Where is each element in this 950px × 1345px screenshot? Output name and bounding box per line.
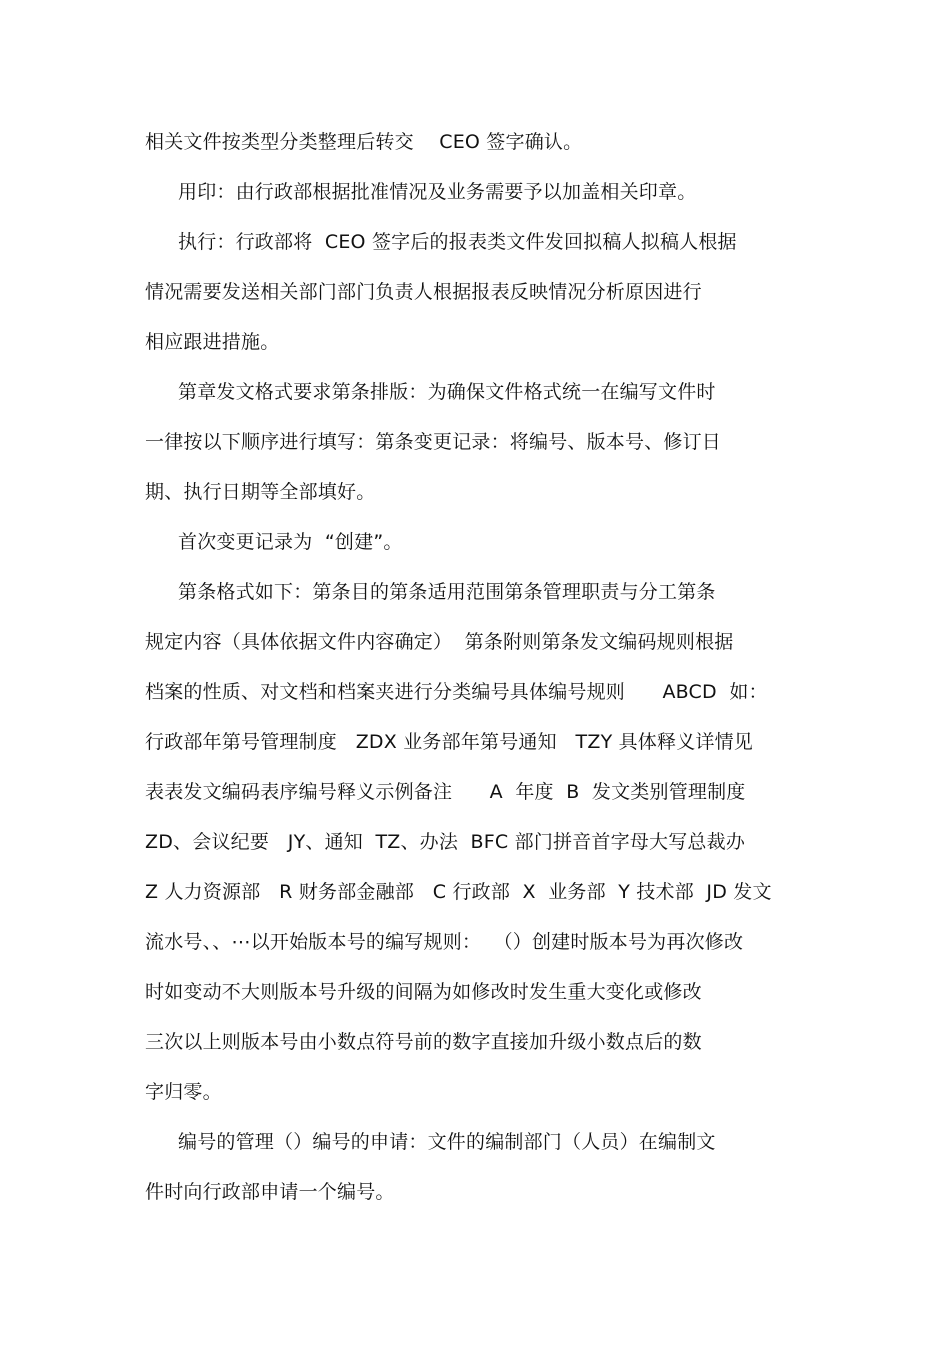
text-line: 规定内容（具体依据文件内容确定） 第条附则第条发文编码规则根据 bbox=[145, 631, 734, 653]
text-line: 时如变动不大则版本号升级的间隔为如修改时发生重大变化或修改 bbox=[145, 981, 702, 1003]
text-line: 流水号、、⋯以开始版本号的编写规则： （）创建时版本号为再次修改 bbox=[145, 931, 744, 953]
text-line: 情况需要发送相关部门部门负责人根据报表反映情况分析原因进行 bbox=[145, 281, 702, 303]
text-line: 期、执行日期等全部填好。 bbox=[145, 481, 376, 503]
text-line: 相关文件按类型分类整理后转交 CEO 签字确认。 bbox=[145, 131, 583, 153]
text-line: 件时向行政部申请一个编号。 bbox=[145, 1181, 395, 1203]
text-line: 三次以上则版本号由小数点符号前的数字直接加升级小数点后的数 bbox=[145, 1031, 702, 1053]
text-line: 第条格式如下：第条目的第条适用范围第条管理职责与分工第条 bbox=[178, 581, 716, 603]
text-line: 编号的管理（）编号的申请：文件的编制部门（人员）在编制文 bbox=[178, 1131, 716, 1153]
text-line: 第章发文格式要求第条排版：为确保文件格式统一在编写文件时 bbox=[178, 381, 716, 403]
text-line: ZD、会议纪要 JY、通知 TZ、办法 BFC 部门拼音首字母大写总裁办 bbox=[145, 831, 746, 853]
text-line: 行政部年第号管理制度 ZDX 业务部年第号通知 TZY 具体释义详情见 bbox=[145, 731, 754, 753]
text-line: 字归零。 bbox=[145, 1081, 222, 1103]
text-line: Z 人力资源部 R 财务部金融部 C 行政部 X 业务部 Y 技术部 JD 发文 bbox=[145, 881, 772, 903]
text-line: 相应跟进措施。 bbox=[145, 331, 280, 353]
text-line: 档案的性质、对文档和档案夹进行分类编号具体编号规则 ABCD 如： bbox=[145, 681, 768, 703]
text-line: 首次变更记录为 “创建”。 bbox=[178, 531, 403, 553]
text-line: 一律按以下顺序进行填写：第条变更记录：将编号、版本号、修订日 bbox=[145, 431, 722, 453]
text-line: 执行：行政部将 CEO 签字后的报表类文件发回拟稿人拟稿人根据 bbox=[178, 231, 737, 253]
text-line: 用印：由行政部根据批准情况及业务需要予以加盖相关印章。 bbox=[178, 181, 697, 203]
text-line: 表表发文编码表序编号释义示例备注 A 年度 B 发文类别管理制度 bbox=[145, 781, 746, 803]
